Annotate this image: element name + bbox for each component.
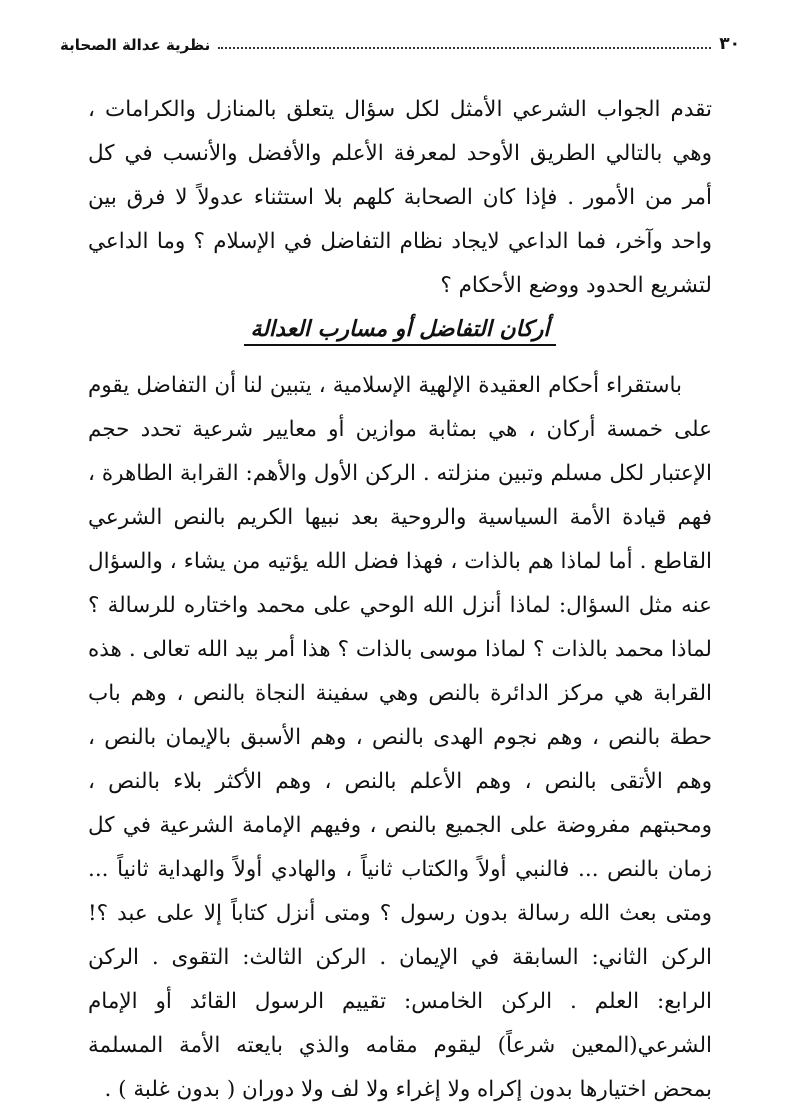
- section-heading: [0, 316, 800, 342]
- page-header: [60, 28, 740, 54]
- paragraph-text: باستقراء أحكام العقيدة الإلهية الإسلامية ، يتبين لنا أن التفاضل يقوم على خمسة أركان ، هي بمثابة موازين أو معايير شرعية تحدد حجم الإعتبار لكل مسلم وتبين منزلته . الركن الأول والأهم: القرابة الطاهرة ، فهم قيادة الأمة السياسية والروحية بعد نبيها الكريم بالنص الشرعي القاطع . أما لماذا هم بالذات ، فهذا فضل الله يؤتيه من يشاء ، والسؤال عنه مثل السؤال: لماذا أنزل الله الوحي على محمد واختاره للرسالة ؟ لماذا محمد بالذات ؟ لماذا موسى بالذات ؟ هذا أمر بيد الله تعالى . هذه القرابة هي مركز الدائرة بالنص وهي سفينة النجاة بالنص ، وهم باب حطة بالنص ، وهم نجوم الهدى بالنص ، وهم الأسبق بالإيمان بالنص ، وهم الأتقى بالنص ، وهم الأعلم بالنص ، وهم الأكثر بلاء بالنص ، ومحبتهم مفروضة على الجميع بالنص ، وفيهم الإمامة الشرعية في كل زمان بالنص ... فالنبي أولاً والكتاب ثانياً ، والهادي أولاً والهداية ثانياً ... ومتى بعث الله رسالة بدون رسول ؟ ومتى أنزل كتاباً إلا على عبد ؟! الركن الثاني: السابقة في الإيمان . الركن الثالث: التقوى . الركن الرابع: العلم . الركن الخامس: تقييم الرسول القائد أو الإمام الشرعي(المعين شرعاً) ليقوم مقامه والذي بايعته الأمة المسلمة بمحض اختيارها بدون إكراه ولا إغراء ولا لف ولا دوران ( بدون غلبة ) .: [88, 373, 712, 1102]
- paragraph-pillars: [88, 364, 712, 1112]
- header-dotted-rule: [218, 47, 711, 49]
- page-number: ٣٠: [719, 34, 740, 54]
- paragraph-text: تقدم الجواب الشرعي الأمثل لكل سؤال يتعلق بالمنازل والكرامات ، وهي بالتالي الطريق الأوحد لمعرفة الأعلم والأفضل والأنسب في كل أمر من الأمور . فإذا كان الصحابة كلهم بلا استثناء عدولاً لا فرق بين واحد وآخر، فما الداعي لايجاد نظام التفاضل في الإسلام ؟ وما الداعي لتشريع الحدود ووضع الأحكام ؟: [88, 97, 712, 298]
- section-heading-text: أركان التفاضل أو مسارب العدالة: [244, 316, 555, 346]
- running-title: نظرية عدالة الصحابة: [60, 36, 211, 54]
- paragraph-intro: [88, 88, 712, 308]
